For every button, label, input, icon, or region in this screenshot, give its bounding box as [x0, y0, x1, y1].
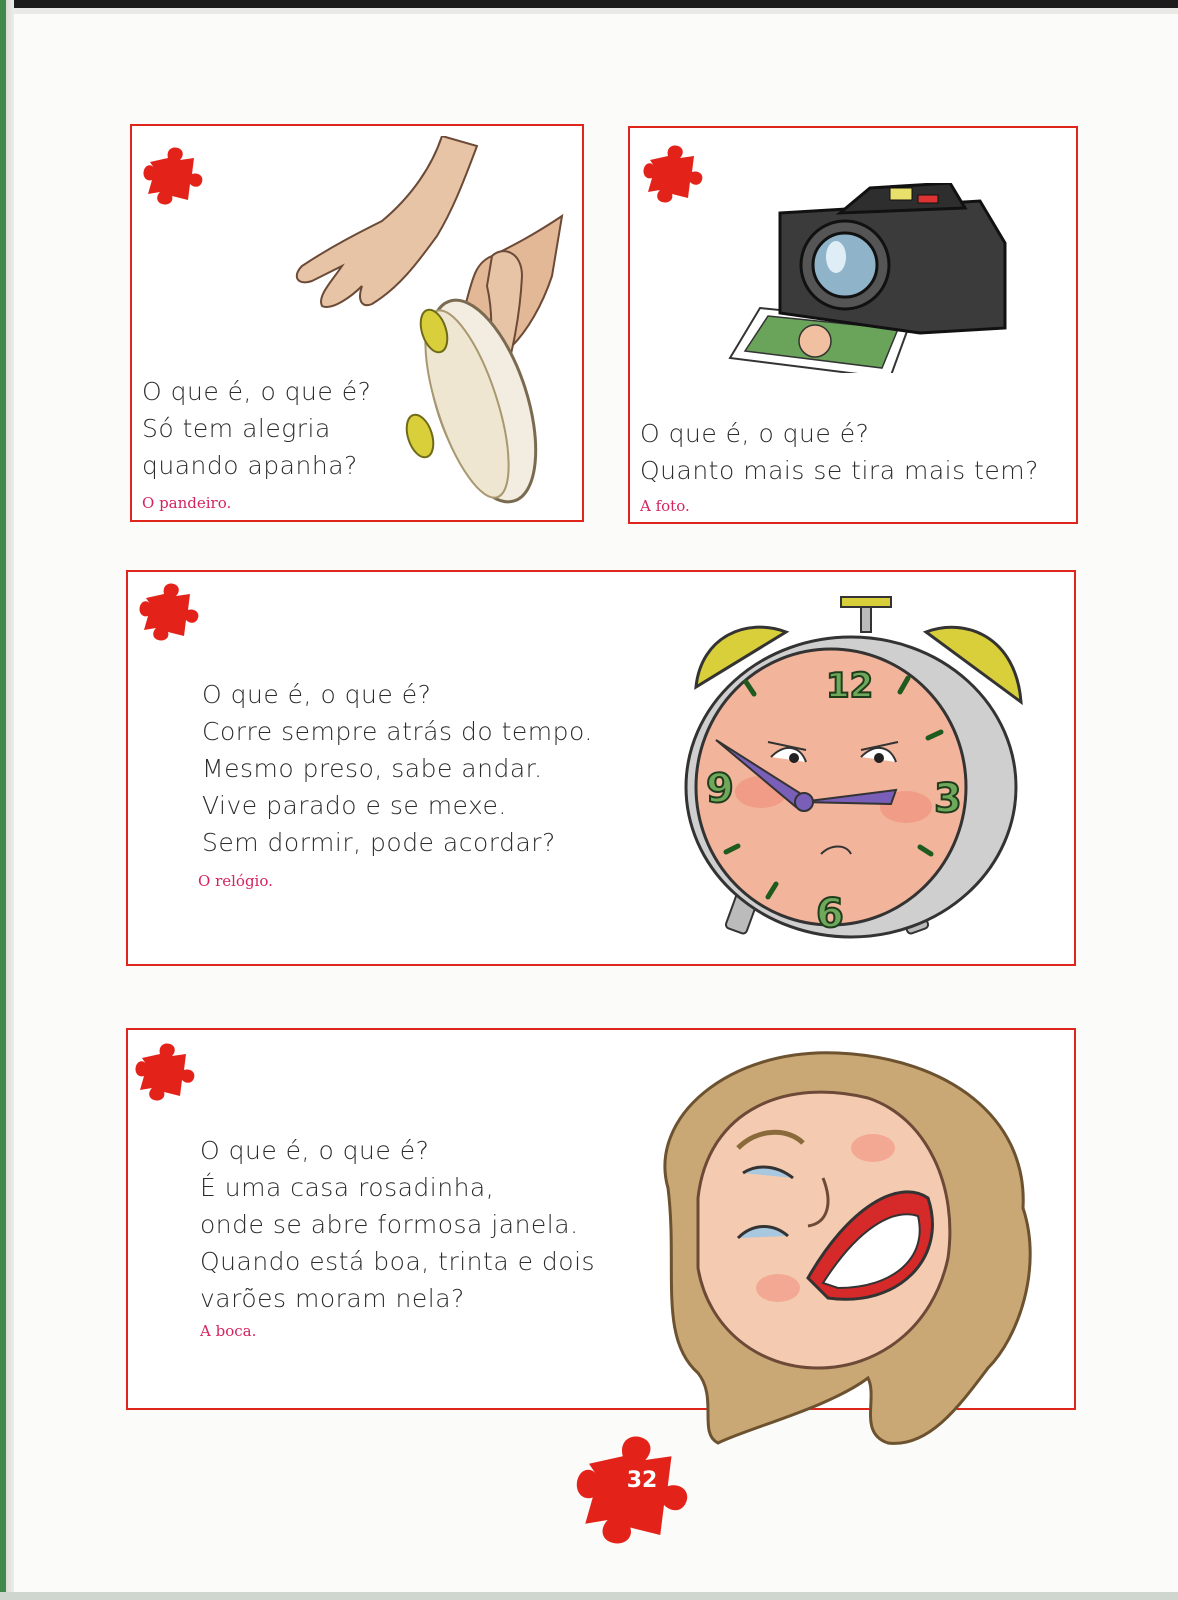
page-number-badge: [574, 1430, 694, 1550]
riddle-line: Quanto mais se tira mais tem?: [640, 456, 1039, 485]
riddle-line: Mesmo preso, sabe andar.: [202, 754, 543, 783]
book-page: [14, 14, 1178, 1592]
puzzle-piece-icon: [138, 580, 202, 644]
clock-number: 9: [706, 766, 734, 812]
book-spine-edge: [0, 0, 14, 1600]
riddle-card-tambourine: [130, 124, 584, 522]
puzzle-piece-icon: [642, 142, 706, 206]
riddle-line: O que é, o que é?: [142, 377, 372, 406]
riddle-text: [200, 1132, 595, 1317]
riddle-line: quando apanha?: [142, 451, 358, 480]
riddle-line: Sem dormir, pode acordar?: [202, 828, 556, 857]
alarm-clock-illustration: [676, 592, 1046, 952]
smiling-face-illustration: [628, 1038, 1058, 1458]
clock-number: 12: [826, 666, 874, 706]
riddle-card-mouth: [126, 1028, 1076, 1410]
instant-camera-illustration: [720, 183, 1020, 373]
clock-number: 6: [816, 891, 844, 937]
riddle-answer: A foto.: [640, 497, 690, 515]
riddle-text: [202, 676, 593, 861]
riddle-line: Corre sempre atrás do tempo.: [202, 717, 593, 746]
riddle-card-clock: [126, 570, 1076, 966]
riddle-line: O que é, o que é?: [202, 680, 432, 709]
riddle-line: O que é, o que é?: [200, 1136, 430, 1165]
riddle-text: [640, 415, 1039, 489]
riddle-line: O que é, o que é?: [640, 419, 870, 448]
clock-number: 3: [934, 776, 962, 822]
riddle-answer: O relógio.: [198, 872, 273, 890]
riddle-answer: A boca.: [200, 1322, 257, 1340]
page-top-edge: [0, 0, 1178, 8]
page-bottom-edge: [0, 1592, 1178, 1600]
riddle-line: onde se abre formosa janela.: [200, 1210, 579, 1239]
riddle-line: varões moram nela?: [200, 1284, 465, 1313]
puzzle-piece-icon: [142, 144, 206, 208]
riddle-line: Só tem alegria: [142, 414, 331, 443]
riddle-line: Vive parado e se mexe.: [202, 791, 507, 820]
riddle-line: Quando está boa, trinta e dois: [200, 1247, 596, 1276]
puzzle-piece-icon: [134, 1040, 198, 1104]
riddle-text: [142, 373, 371, 484]
riddle-card-camera: [628, 126, 1078, 524]
page-number: 32: [626, 1468, 658, 1493]
riddle-line: É uma casa rosadinha,: [200, 1173, 495, 1202]
riddle-answer: O pandeiro.: [142, 494, 232, 512]
